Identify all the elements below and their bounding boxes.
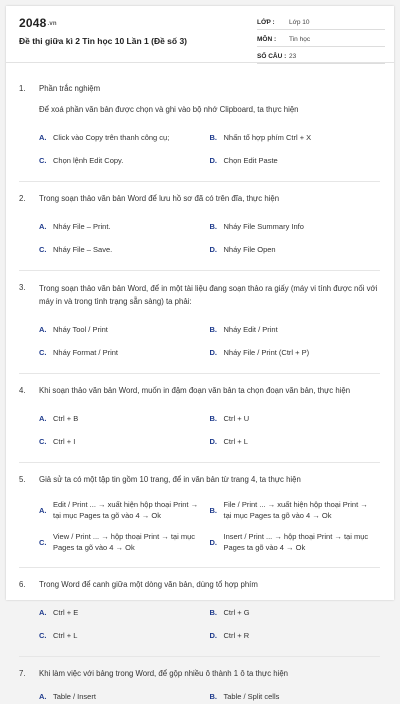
meta-key: SỐ CÂU : [257, 53, 287, 60]
option-b[interactable] [210, 494, 381, 526]
option-b[interactable] [210, 688, 381, 704]
option-a[interactable] [39, 407, 210, 430]
option-letter: D. [209, 156, 217, 165]
option-letter: D. [209, 348, 217, 357]
meta-row-subject [257, 33, 385, 47]
exam-meta [257, 16, 385, 64]
question-subtext: Để xoá phần văn bản được chọn và ghi vào bộ nhớ Clipboard, ta thực hiện [39, 105, 299, 114]
option-text: Ctrl + R [223, 631, 250, 640]
option-c[interactable] [39, 430, 210, 453]
question-body: Khi soạn thảo văn bản Word, muốn in đậm đoạn văn bản ta chọn đoạn văn bản, thực hiện [39, 386, 351, 395]
option-text: Nháy File – Save. [53, 245, 113, 254]
question-text [19, 193, 380, 205]
option-letter: B. [209, 325, 217, 334]
option-text: Ctrl + L [223, 437, 248, 446]
option-text: View / Print ... → hộp thoại Print → tại mục Pages ta gõ vào 4 → Ok [53, 532, 196, 552]
option-list [39, 494, 380, 558]
option-text: Nháy File – Print. [53, 222, 111, 231]
option-letter: A. [39, 691, 47, 701]
option-list [39, 318, 380, 364]
option-text: Ctrl + E [53, 608, 79, 617]
option-a[interactable] [39, 601, 210, 624]
option-a[interactable] [39, 494, 210, 526]
option-list [39, 126, 380, 172]
option-letter: D. [209, 631, 217, 640]
option-b[interactable] [210, 126, 381, 149]
exam-sheet [6, 6, 394, 701]
question-number: 3. [19, 283, 26, 292]
question-3 [19, 271, 380, 374]
question-body: Trong soạn thảo văn bản Word để lưu hồ sơ đã có trên đĩa, thực hiện [39, 194, 280, 203]
option-text: Nháy Edit / Print [223, 325, 278, 334]
option-list [39, 688, 380, 704]
option-b[interactable] [210, 407, 381, 430]
option-a[interactable] [39, 215, 210, 238]
option-text: Nhấn tổ hợp phím Ctrl + X [223, 133, 312, 142]
option-c[interactable] [39, 238, 210, 261]
question-text [19, 282, 380, 308]
option-letter: C. [39, 348, 47, 357]
option-text: Ctrl + U [223, 414, 250, 423]
option-text: Table / Split cells [223, 691, 280, 701]
option-c[interactable] [39, 149, 210, 172]
option-d[interactable] [210, 624, 381, 647]
option-list [39, 407, 380, 453]
meta-value: Tin học [289, 36, 311, 43]
question-number: 2. [19, 194, 26, 203]
question-text [19, 385, 380, 397]
option-text: Chọn Edit Paste [223, 156, 278, 165]
option-a[interactable] [39, 318, 210, 341]
option-text: Table / Insert [53, 691, 96, 701]
exam-title: Đề thi giữa kì 2 Tin học 10 Lần 1 (Đề số 3) [19, 36, 188, 46]
question-1 [19, 63, 380, 182]
meta-value: Lớp 10 [289, 19, 310, 26]
option-text: File / Print ... → xuất hiện hộp thoại Print → tại mục Pages ta gõ vào 4 → Ok [223, 500, 368, 520]
option-text: Edit / Print ... → xuất hiện hộp thoại Print → tại mục Pages ta gõ vào 4 → Ok [53, 500, 199, 520]
option-b[interactable] [210, 318, 381, 341]
option-text: Nháy Tool / Print [53, 325, 108, 334]
option-a[interactable] [39, 688, 210, 704]
question-7 [19, 657, 380, 704]
option-text: Nháy File Summary Info [223, 222, 304, 231]
question-body: Khi làm việc với bảng trong Word, để gộp nhiều ô thành 1 ô ta thực hiện [39, 669, 289, 678]
option-letter: C. [39, 156, 47, 165]
question-body: Phần trắc nghiệm [39, 84, 101, 93]
option-list [39, 601, 380, 647]
option-letter: A. [39, 222, 47, 231]
question-text [19, 474, 380, 486]
meta-key: LỚP : [257, 19, 275, 26]
option-text: Chọn lệnh Edit Copy. [53, 156, 124, 165]
question-body: Trong soạn thảo văn bản Word, để in một tài liệu đang soạn thảo ra giấy (máy vi tính được nối với máy in và trong tình trạng sẵn sàng) ta phải: [39, 284, 378, 306]
option-a[interactable] [39, 126, 210, 149]
option-text: Nháy File Open [223, 245, 276, 254]
option-text: Click vào Copy trên thanh công cụ; [53, 133, 170, 142]
option-letter: B. [209, 608, 217, 617]
option-letter: A. [39, 608, 47, 617]
option-letter: B. [209, 222, 217, 231]
question-text [19, 668, 380, 680]
option-c[interactable] [39, 624, 210, 647]
option-text: Nháy Format / Print [53, 348, 119, 357]
question-2 [19, 182, 380, 271]
question-6 [19, 568, 380, 657]
exam-header [6, 6, 394, 63]
option-letter: C. [39, 537, 47, 547]
option-list [39, 215, 380, 261]
option-letter: B. [209, 133, 217, 142]
option-text: Insert / Print ... → hộp thoại Print → tại mục Pages ta gõ vào 4 → Ok [223, 532, 369, 552]
option-letter: D. [209, 437, 217, 446]
question-number: 7. [19, 669, 26, 678]
option-letter: B. [209, 414, 217, 423]
question-list [6, 63, 394, 704]
option-b[interactable] [210, 215, 381, 238]
meta-value: 23 [289, 53, 297, 60]
question-4 [19, 374, 380, 463]
option-text: Nháy File / Print (Ctrl + P) [223, 348, 310, 357]
option-letter: D. [209, 245, 217, 254]
question-body: Giả sử ta có một tập tin gồm 10 trang, để in văn bản từ trang 4, ta thực hiện [39, 475, 301, 484]
option-letter: A. [39, 414, 47, 423]
question-number: 4. [19, 386, 26, 395]
option-letter: C. [39, 631, 47, 640]
meta-key: MÔN : [257, 36, 277, 43]
option-letter: C. [39, 245, 47, 254]
option-letter: B. [209, 691, 217, 701]
option-b[interactable] [210, 601, 381, 624]
option-text: Ctrl + B [53, 414, 79, 423]
option-d[interactable] [210, 430, 381, 453]
option-letter: A. [39, 325, 47, 334]
question-number: 5. [19, 475, 26, 484]
question-5 [19, 463, 380, 568]
option-d[interactable] [210, 149, 381, 172]
option-d[interactable] [210, 341, 381, 364]
meta-row-count [257, 50, 385, 64]
option-letter: A. [39, 133, 47, 142]
option-letter: B. [209, 505, 217, 515]
question-body: Trong Word để canh giữa một dòng văn bản, dùng tổ hợp phím [39, 580, 258, 589]
option-d[interactable] [210, 526, 381, 558]
option-d[interactable] [210, 238, 381, 261]
logo-suffix: .vn [47, 21, 57, 27]
question-text [19, 579, 380, 591]
option-letter: C. [39, 437, 47, 446]
question-number: 6. [19, 580, 26, 589]
meta-row-class [257, 16, 385, 30]
option-letter: D. [209, 537, 217, 547]
option-c[interactable] [39, 526, 210, 558]
option-letter: A. [39, 505, 47, 515]
option-text: Ctrl + L [53, 631, 78, 640]
option-text: Ctrl + I [53, 437, 76, 446]
option-text: Ctrl + G [223, 608, 250, 617]
option-c[interactable] [39, 341, 210, 364]
site-logo[interactable] [19, 16, 57, 30]
question-text [19, 83, 380, 95]
question-number: 1. [19, 84, 26, 93]
logo-text: 2048 [19, 16, 47, 30]
